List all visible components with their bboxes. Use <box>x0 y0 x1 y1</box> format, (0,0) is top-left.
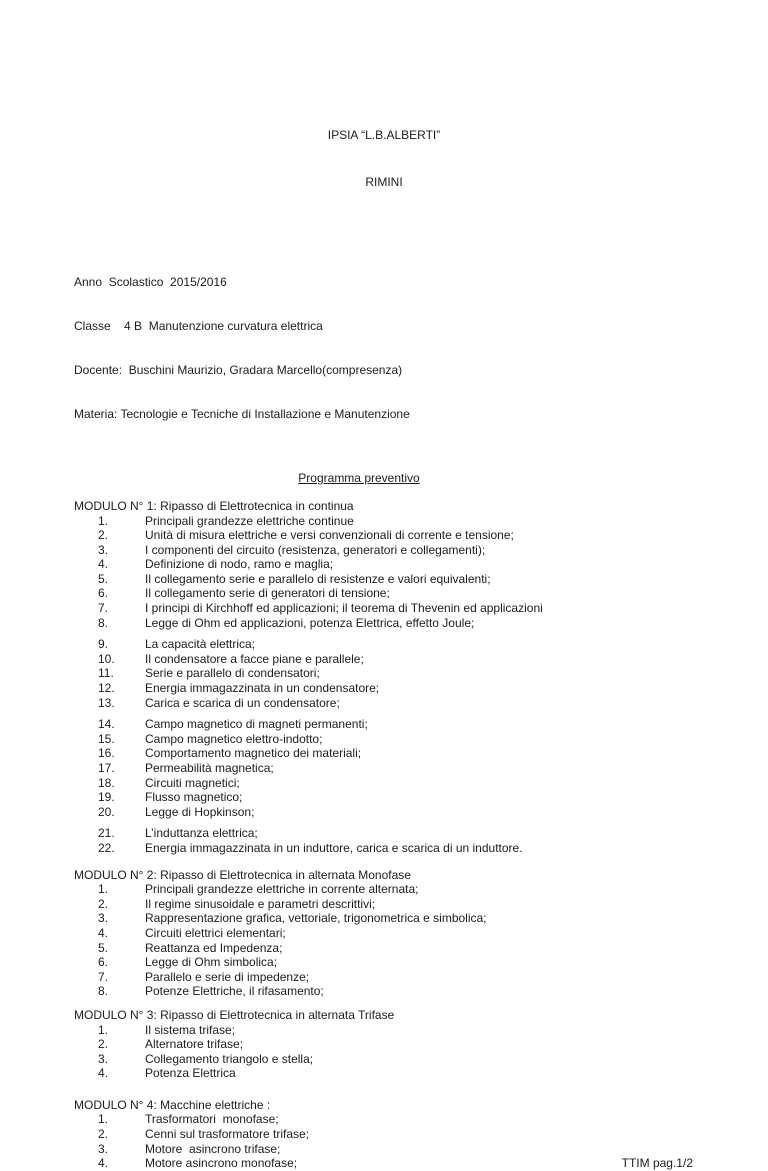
list-item <box>0 616 768 631</box>
item-text: Comportamento magnetico dei materiali; <box>145 746 362 761</box>
item-text: Legge di Hopkinson; <box>145 804 255 819</box>
page-footer: TTIM pag.1/2 <box>621 1156 693 1171</box>
module-block <box>0 499 768 856</box>
item-text: Energia immagazzinata in un condensatore; <box>145 681 380 696</box>
list-item <box>0 941 768 956</box>
item-number: 1. <box>98 1112 109 1127</box>
document-header <box>0 0 768 221</box>
item-text: Campo magnetico elettro-indotto; <box>145 731 323 746</box>
module-heading: MODULO N° 3: Ripasso di Elettrotecnica in alternata Trifase <box>74 1007 395 1022</box>
list-item <box>0 776 768 791</box>
item-text: Principali grandezze elettriche continue <box>145 513 354 528</box>
item-number: 3. <box>98 911 109 926</box>
list-item <box>0 746 768 761</box>
item-number: 8. <box>98 984 109 999</box>
item-number: 18. <box>98 775 115 790</box>
list-item <box>0 805 768 820</box>
list-item <box>0 1112 768 1127</box>
item-number: 2. <box>98 528 109 543</box>
item-text: Collegamento triangolo e stella; <box>145 1051 314 1066</box>
item-text: Circuiti magnetici; <box>145 775 240 790</box>
item-group <box>0 1023 768 1081</box>
doc-title <box>0 471 743 486</box>
list-item <box>0 761 768 776</box>
list-item <box>0 557 768 572</box>
item-number: 3. <box>98 1051 109 1066</box>
module-block <box>0 868 768 999</box>
item-number: 2. <box>98 1037 109 1052</box>
item-number: 7. <box>98 969 109 984</box>
item-number: 3. <box>98 542 109 557</box>
list-item <box>0 841 768 856</box>
list-item <box>0 911 768 926</box>
item-text: Il regime sinusoidale e parametri descrittivi; <box>145 896 376 911</box>
list-item <box>0 1023 768 1038</box>
item-text: Permeabilità magnetica; <box>145 761 274 775</box>
item-text: Carica e scarica di un condensatore; <box>145 695 340 710</box>
item-number: 5. <box>98 940 109 955</box>
item-text: Definizione di nodo, ramo e maglia; <box>145 557 334 572</box>
list-item <box>0 681 768 696</box>
item-text: Legge di Ohm simbolica; <box>145 955 278 970</box>
item-text: Rappresentazione grafica, vettoriale, trigonometrica e simbolica; <box>145 911 487 926</box>
list-item <box>0 652 768 667</box>
list-item <box>0 514 768 529</box>
item-group <box>0 637 768 710</box>
doc-title-text: Programma preventivo <box>298 471 420 486</box>
list-item <box>0 637 768 652</box>
item-text: I componenti del circuito (resistenza, generatori e collegamenti); <box>145 542 486 557</box>
module-heading: MODULO N° 1: Ripasso di Elettrotecnica in continua <box>74 498 354 513</box>
item-text: Parallelo e serie di impedenze; <box>145 969 310 984</box>
item-number: 10. <box>98 651 115 666</box>
item-text: Il sistema trifase; <box>145 1022 236 1037</box>
list-item <box>0 790 768 805</box>
item-number: 6. <box>98 955 109 970</box>
list-item <box>0 696 768 711</box>
item-number: 5. <box>98 571 109 586</box>
item-text: Flusso magnetico; <box>145 790 243 805</box>
item-text: Serie e parallelo di condensatori; <box>145 666 320 681</box>
item-text: I principi di Kirchhoff ed applicazioni; il teorema di Thevenin ed applicazioni <box>145 601 543 616</box>
item-text: L’induttanza elettrica; <box>145 826 258 841</box>
item-number: 14. <box>98 717 115 732</box>
item-number: 16. <box>98 746 115 761</box>
list-item <box>0 1127 768 1142</box>
info-classe: Classe 4 B Manutenzione curvatura elettrica <box>74 318 323 333</box>
item-number: 7. <box>98 601 109 616</box>
list-item <box>0 1066 768 1081</box>
info-docente: Docente: Buschini Maurizio, Gradara Marcello(compresenza) <box>74 362 403 377</box>
item-number: 17. <box>98 761 115 775</box>
school-city: RIMINI <box>365 174 403 189</box>
course-info <box>0 246 768 450</box>
item-number: 19. <box>98 790 115 805</box>
list-item <box>0 572 768 587</box>
item-number: 11. <box>98 666 114 681</box>
item-number: 3. <box>98 1141 109 1156</box>
item-text: Campo magnetico di magneti permanenti; <box>145 717 368 732</box>
item-number: 1. <box>98 1022 109 1037</box>
item-number: 15. <box>98 731 115 746</box>
item-group <box>0 717 768 819</box>
item-text: Principali grandezze elettriche in corrente alternata; <box>145 882 419 897</box>
item-text: Potenze Elettriche, il rifasamento; <box>145 984 324 999</box>
item-text: Unità di misura elettriche e versi convenzionali di corrente e tensione; <box>145 528 514 543</box>
list-item <box>0 586 768 601</box>
list-item <box>0 897 768 912</box>
item-number: 8. <box>98 615 109 630</box>
module-block <box>0 1008 768 1081</box>
item-number: 4. <box>98 557 109 572</box>
item-number: 4. <box>98 925 109 940</box>
module-heading: MODULO N° 2: Ripasso di Elettrotecnica in alternata Monofase <box>74 867 411 882</box>
list-item <box>0 601 768 616</box>
item-number: 4. <box>98 1156 109 1171</box>
item-text: Motore asincrono monofase; <box>145 1156 298 1171</box>
info-materia: Materia: Tecnologie e Tecniche di Installazione e Manutenzione <box>74 406 410 421</box>
item-text: Cenni sul trasformatore trifase; <box>145 1127 310 1142</box>
item-text: Trasformatori monofase; <box>145 1112 279 1127</box>
item-text: Circuiti elettrici elementari; <box>145 925 286 940</box>
item-text: Il collegamento serie di generatori di tensione; <box>145 586 390 601</box>
item-number: 2. <box>98 896 109 911</box>
item-number: 6. <box>98 586 109 601</box>
list-item <box>0 528 768 543</box>
item-number: 20. <box>98 804 115 819</box>
item-text: Potenza Elettrica <box>145 1066 236 1081</box>
list-item <box>0 826 768 841</box>
item-number: 21. <box>98 826 115 841</box>
list-item <box>0 666 768 681</box>
item-number: 22. <box>98 840 115 855</box>
info-anno-scolastico: Anno Scolastico 2015/2016 <box>74 275 227 290</box>
item-number: 9. <box>98 637 109 652</box>
item-text: Reattanza ed Impedenza; <box>145 940 283 955</box>
school-name: IPSIA “L.B.ALBERTI” <box>327 128 441 142</box>
item-number: 13. <box>98 695 115 710</box>
list-item <box>0 984 768 999</box>
item-group <box>0 514 768 631</box>
list-item <box>0 1142 768 1157</box>
item-number: 1. <box>98 882 109 897</box>
item-text: Il condensatore a facce piane e parallele; <box>145 651 364 666</box>
list-item <box>0 732 768 747</box>
list-item <box>0 543 768 558</box>
item-text: Alternatore trifase; <box>145 1037 244 1052</box>
item-text: Energia immagazzinata in un induttore, carica e scarica di un induttore. <box>145 840 523 855</box>
list-item <box>0 926 768 941</box>
list-item <box>0 1052 768 1067</box>
item-text: Motore asincrono trifase; <box>145 1141 281 1156</box>
item-text: Legge di Ohm ed applicazioni, potenza Elettrica, effetto Joule; <box>145 615 475 630</box>
module-heading: MODULO N° 4: Macchine elettriche : <box>74 1097 271 1112</box>
item-number: 1. <box>98 513 109 528</box>
list-item <box>0 717 768 732</box>
item-group <box>0 826 768 855</box>
list-item <box>0 955 768 970</box>
list-item <box>0 882 768 897</box>
item-number: 2. <box>98 1127 109 1142</box>
item-text: La capacità elettrica; <box>145 637 256 652</box>
list-item <box>0 1037 768 1052</box>
item-number: 12. <box>98 681 115 696</box>
item-number: 4. <box>98 1066 109 1081</box>
item-text: Il collegamento serie e parallelo di resistenze e valori equivalenti; <box>145 571 491 586</box>
item-group <box>0 882 768 999</box>
modules-container <box>0 499 768 1171</box>
list-item <box>0 970 768 985</box>
